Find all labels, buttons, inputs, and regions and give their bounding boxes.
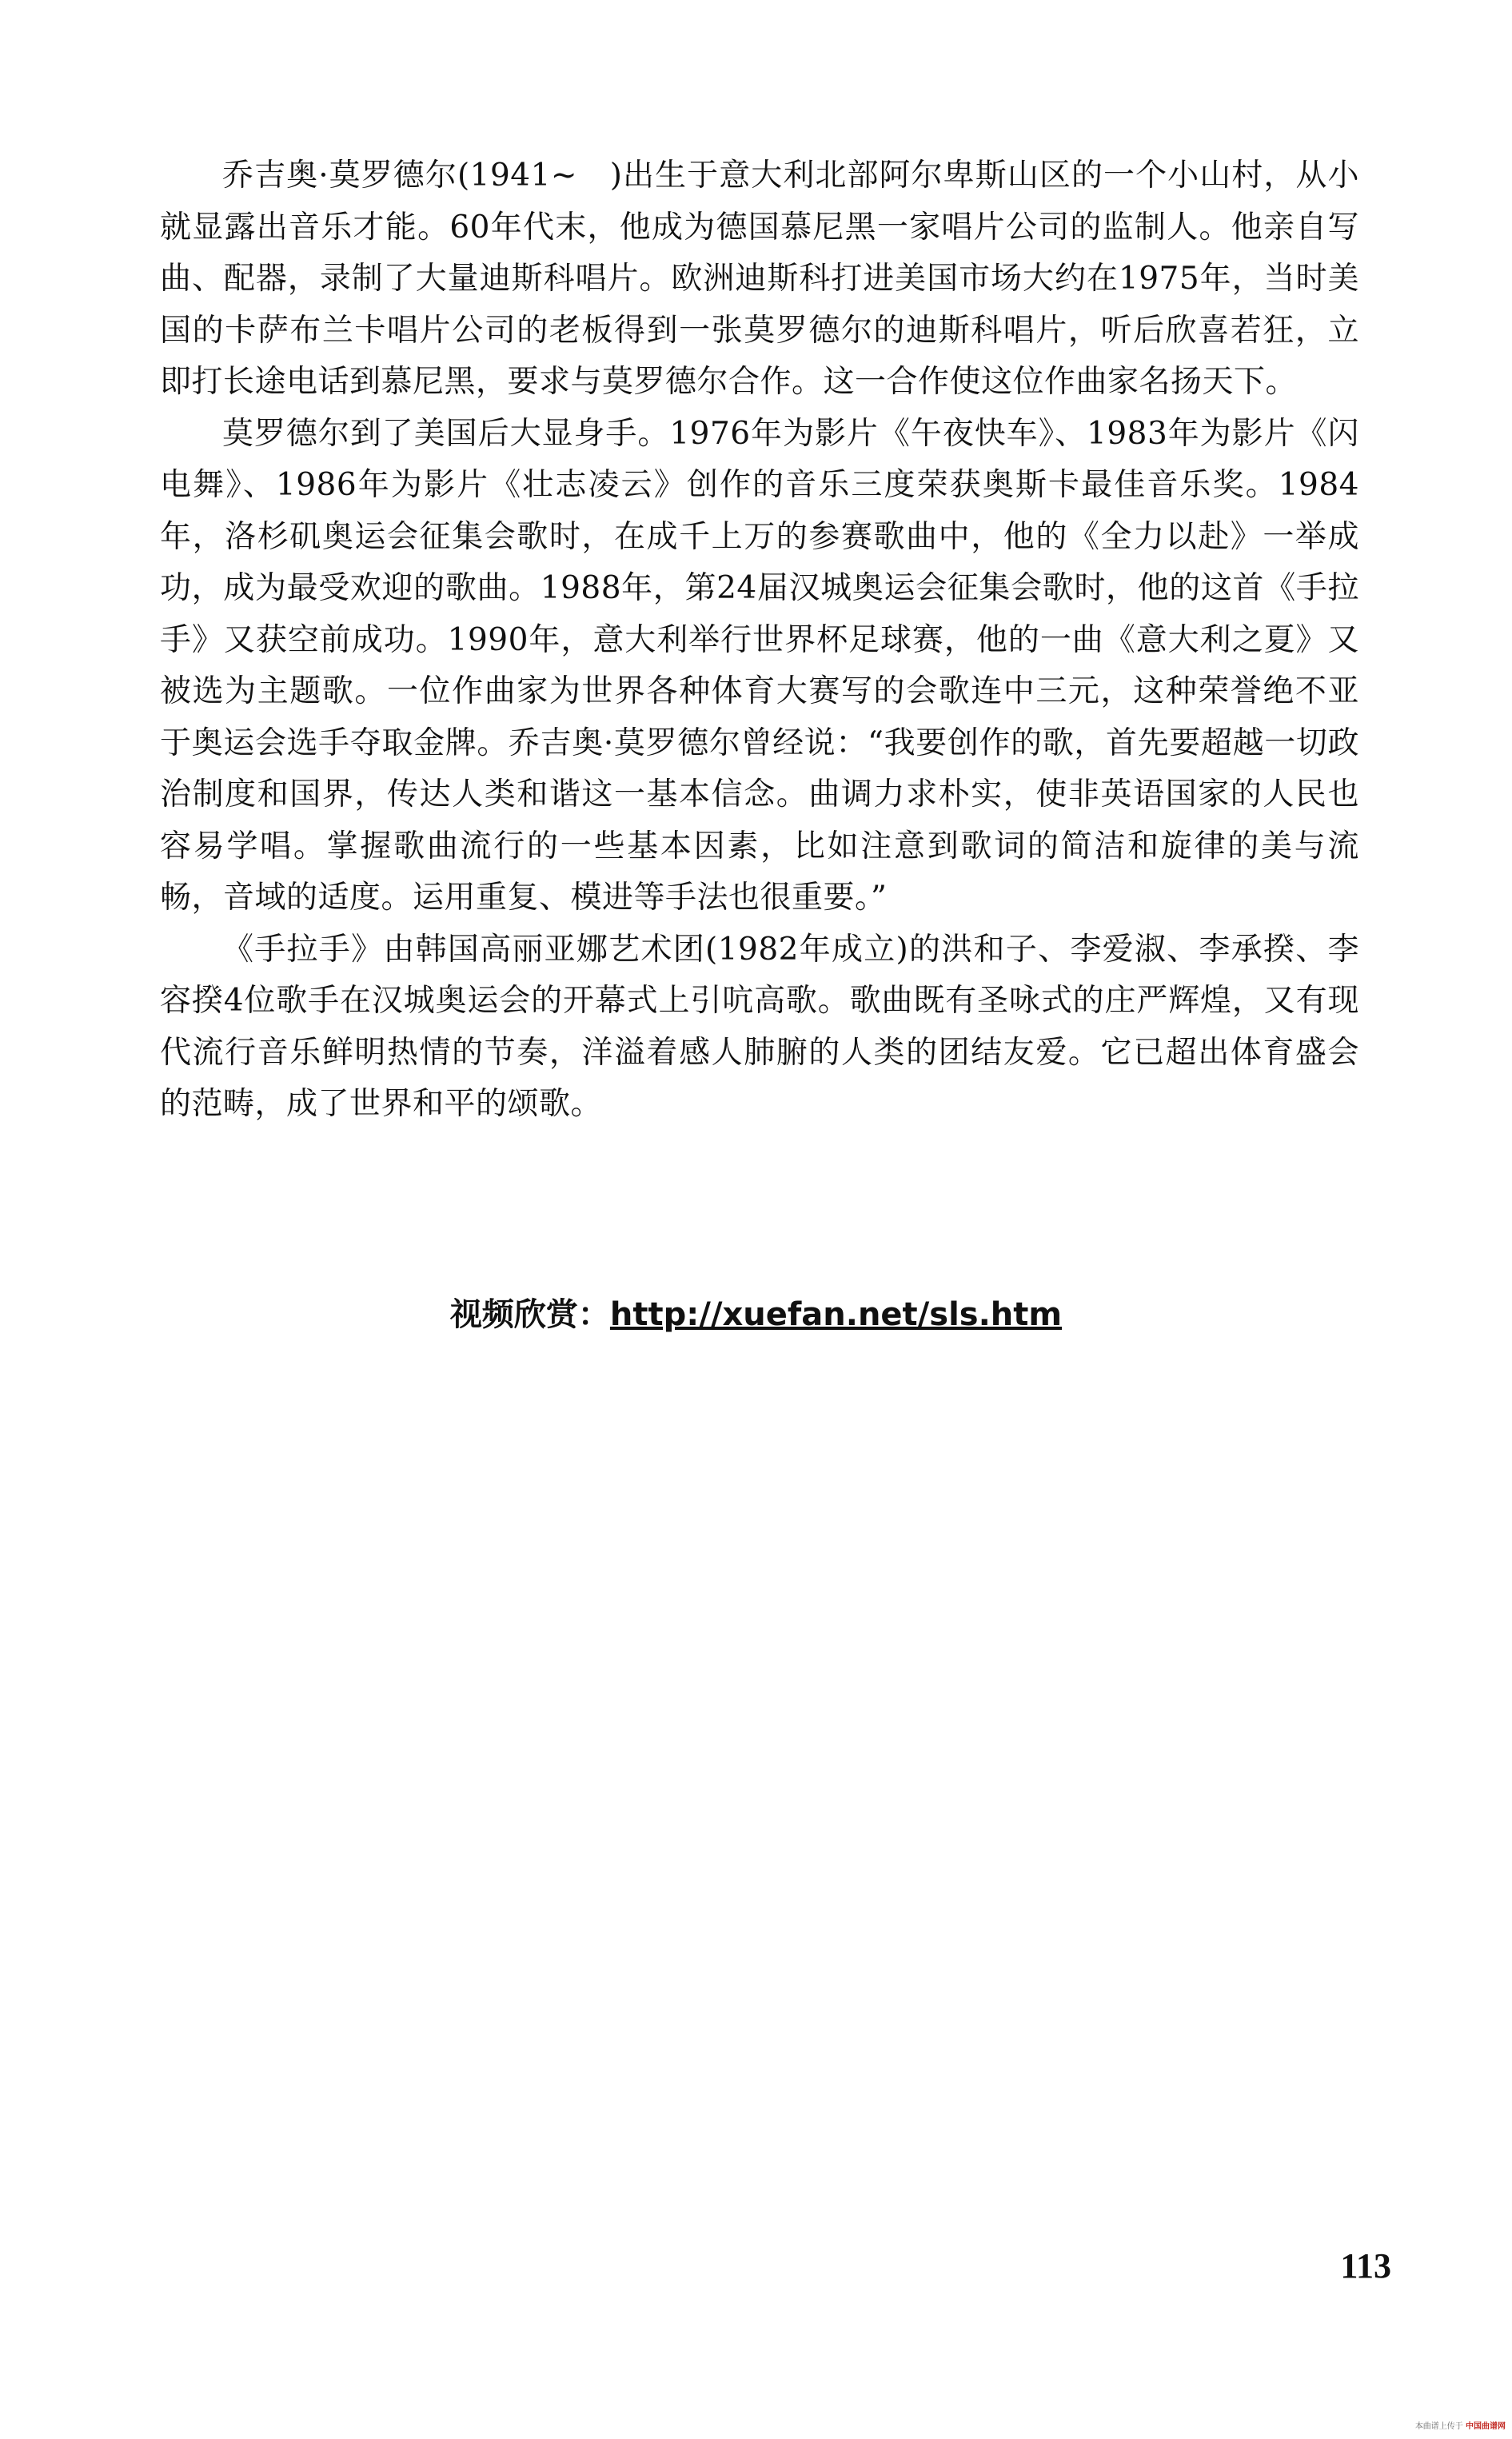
footer-watermark <box>1415 2419 1506 2431</box>
footer-text: 本曲谱上传于 <box>1414 2422 1463 2431</box>
paragraph-biography: 乔吉奥·莫罗德尔(1941~ )出生于意大利北部阿尔卑斯山区的一个小山村，从小就显露出音乐才能。60年代末，他成为德国慕尼黑一家唱片公司的监制人。他亲自写曲、配器，录制了大量迪斯科唱片。欧洲迪斯科打进美国市场大约在1975年，当时美国的卡萨布兰卡唱片公司的老板得到一张莫罗德尔的迪斯科唱片，听后欣喜若狂，立即打长途电话到慕尼黑，要求与莫罗德尔合作。这一合作使这位作曲家名扬天下。 <box>160 158 1359 400</box>
video-url-link[interactable]: http://xuefan.net/sls.htm <box>609 1296 1063 1333</box>
site-logo: 中国曲谱网 <box>1466 2422 1506 2431</box>
page-number: 113 <box>1340 2246 1391 2285</box>
video-link-line <box>0 1289 1512 1335</box>
paragraph-career: 莫罗德尔到了美国后大显身手。1976年为影片《午夜快车》、1983年为影片《闪电舞》、1986年为影片《壮志凌云》创作的音乐三度荣获奥斯卡最佳音乐奖。1984年，洛杉矶奥运会征集会歌时，在成千上万的参赛歌曲中，他的《全力以赴》一举成功，成为最受欢迎的歌曲。1988年，第24届汉城奥运会征集会歌时，他的这首《手拉手》又获空前成功。1990年，意大利举行世界杯足球赛，他的一曲《意大利之夏》又被选为主题歌。一位作曲家为世界各种体育大赛写的会歌连中三元，这种荣誉绝不亚于奥运会选手夺取金牌。乔吉奥·莫罗德尔曾经说：“我要创作的歌，首先要超越一切政治制度和国界，传达人类和谐这一基本信念。曲调力求朴实，使非英语国家的人民也容易学唱。掌握歌曲流行的一些基本因素，比如注意到歌词的简洁和旋律的美与流畅，音域的适度。运用重复、模进等手法也很重要。” <box>160 415 1359 916</box>
article-body <box>160 150 1359 1131</box>
paragraph-hand-in-hand: 《手拉手》由韩国高丽亚娜艺术团(1982年成立)的洪和子、李爱淑、李承揆、李容揆4位歌手在汉城奥运会的开幕式上引吭高歌。歌曲既有圣咏式的庄严辉煌，又有现代流行音乐鲜明热情的节奏，洋溢着感人肺腑的人类的团结友爱。它已超出体育盛会的范畴，成了世界和平的颂歌。 <box>160 931 1359 1122</box>
video-label: 视频欣赏： <box>449 1296 610 1333</box>
